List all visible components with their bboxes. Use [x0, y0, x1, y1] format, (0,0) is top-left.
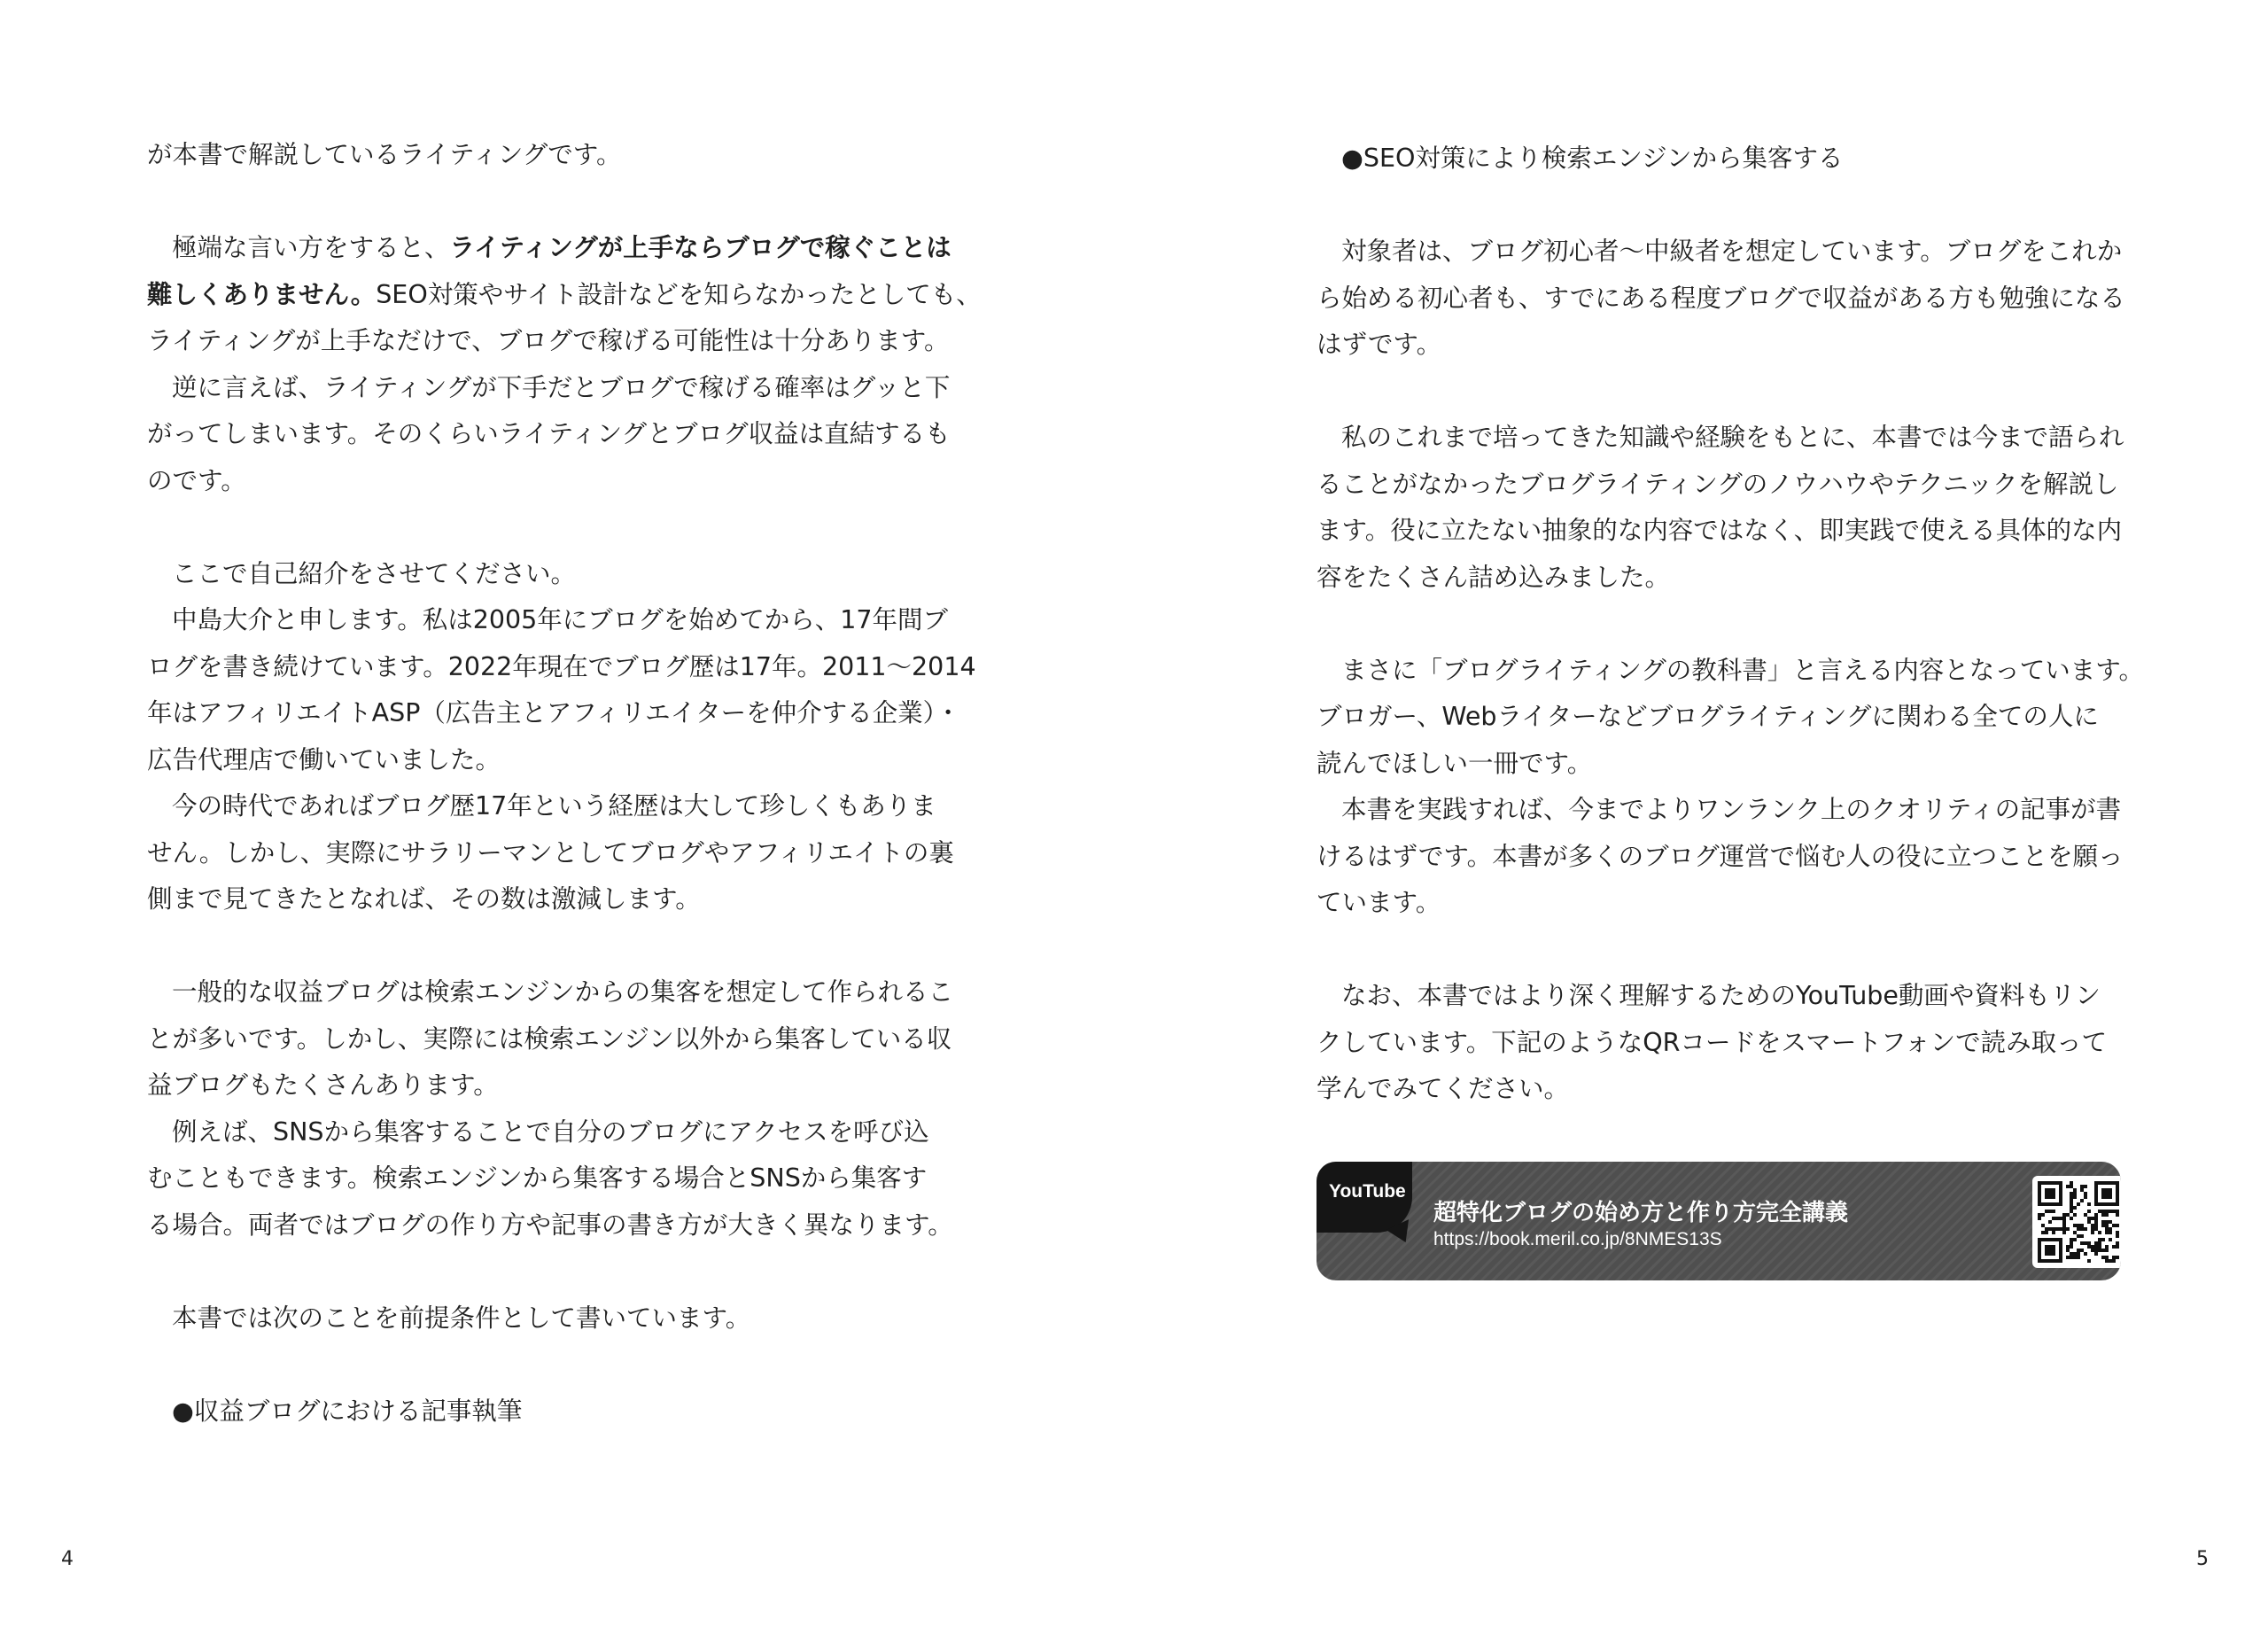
- qr-module: [2070, 1256, 2073, 1259]
- body-text: 一般的な収益ブログは検索エンジンからの集客を想定して作られるこ: [172, 977, 954, 1007]
- qr-module: [2077, 1227, 2080, 1231]
- text-line: [147, 597, 962, 644]
- qr-module: [2101, 1249, 2105, 1252]
- body-text: ら始める初心者も、すでにある程度ブログで収益がある方も勉強になる: [1317, 283, 2125, 313]
- qr-module: [2080, 1185, 2084, 1188]
- qr-module: [2091, 1224, 2094, 1227]
- text-line: [147, 737, 962, 784]
- text-line: [1317, 880, 2132, 927]
- qr-module: [2045, 1210, 2048, 1213]
- qr-module: [2094, 1249, 2098, 1252]
- qr-module: [2038, 1217, 2041, 1220]
- body-text: のです。: [147, 465, 246, 495]
- qr-module: [2041, 1224, 2045, 1227]
- qr-module: [2094, 1217, 2098, 1220]
- emphasis-text: ライティングが上手ならブログで稼ぐことは: [449, 233, 951, 262]
- left-body-text: [147, 132, 982, 1435]
- qr-module: [2101, 1238, 2105, 1241]
- text-line: [1317, 1020, 2132, 1067]
- qr-module: [2094, 1213, 2098, 1217]
- text-line: [147, 1062, 962, 1109]
- paragraph-spacer: [1317, 183, 2132, 230]
- right-page: [1134, 0, 2268, 1626]
- qr-module: [2105, 1224, 2109, 1227]
- qr-module: [2105, 1245, 2109, 1249]
- qr-module: [2087, 1210, 2091, 1213]
- body-text: ここで自己紹介をさせてください。: [172, 558, 577, 588]
- text-line: [1317, 973, 2132, 1020]
- body-text: 中島大介と申します。私は2005年にブログを始めてから、17年間ブ: [172, 605, 949, 634]
- video-url[interactable]: https://book.meril.co.jp/8NMES13S: [1433, 1229, 1722, 1249]
- text-line: [1317, 1066, 2132, 1113]
- body-text: 今の時代であればブログ歴17年という経歴は大して珍しくもありま: [172, 791, 936, 821]
- qr-module: [2116, 1213, 2119, 1217]
- qr-module: [2070, 1195, 2073, 1199]
- qr-module: [2073, 1206, 2077, 1210]
- page-number-right: 5: [2196, 1548, 2209, 1570]
- text-line: [1317, 787, 2132, 834]
- body-text: 例えば、SNSから集客することで自分のブログにアクセスを呼び込: [172, 1116, 929, 1147]
- qr-module: [2062, 1217, 2066, 1220]
- paragraph-spacer: [1317, 927, 2132, 974]
- qr-module: [2094, 1220, 2098, 1224]
- qr-module: [2077, 1234, 2080, 1238]
- paragraph-spacer: [1317, 369, 2132, 416]
- qr-module: [2066, 1245, 2070, 1249]
- text-line: [147, 272, 982, 319]
- body-text: ●SEO対策により検索エンジンから集客する: [1341, 144, 1844, 173]
- qr-code-icon: [2032, 1176, 2121, 1268]
- paragraph-spacer: [147, 923, 962, 970]
- qr-module: [2059, 1217, 2062, 1220]
- qr-module: [2073, 1231, 2077, 1234]
- qr-module: [2112, 1256, 2116, 1259]
- qr-module: [2073, 1224, 2077, 1227]
- text-line: [1317, 555, 2132, 602]
- qr-module: [2048, 1210, 2052, 1213]
- page-number-left: 4: [61, 1548, 74, 1570]
- text-line: [147, 830, 962, 877]
- qr-module: [2098, 1231, 2101, 1234]
- qr-module: [2105, 1231, 2109, 1234]
- body-text: SEO対策やサイト設計などを知らなかったとしても、: [376, 279, 982, 309]
- qr-module: [2091, 1249, 2094, 1252]
- qr-module: [2087, 1202, 2091, 1206]
- body-text: 本書では次のことを前提条件として書いています。: [172, 1303, 751, 1333]
- youtube-badge-label: YouTube: [1329, 1181, 1406, 1202]
- qr-module: [2070, 1217, 2073, 1220]
- qr-module: [2070, 1202, 2073, 1206]
- qr-module: [2098, 1245, 2101, 1249]
- qr-module: [2045, 1227, 2048, 1231]
- qr-code-graphic: [2038, 1181, 2119, 1263]
- qr-module: [2084, 1252, 2087, 1256]
- qr-module: [2084, 1241, 2087, 1245]
- qr-module: [2087, 1217, 2091, 1220]
- qr-module: [2052, 1217, 2055, 1220]
- text-line: [1317, 834, 2132, 881]
- qr-module: [2062, 1227, 2066, 1231]
- qr-module: [2101, 1220, 2105, 1224]
- qr-module: [2041, 1213, 2045, 1217]
- text-line: [1317, 694, 2132, 741]
- qr-module: [2087, 1241, 2091, 1245]
- qr-module: [2098, 1238, 2101, 1241]
- body-text: ●収益ブログにおける記事執筆: [172, 1396, 523, 1426]
- qr-module: [2080, 1199, 2084, 1202]
- qr-module: [2116, 1234, 2119, 1238]
- qr-module: [2070, 1192, 2073, 1195]
- qr-module: [2116, 1245, 2119, 1249]
- qr-module: [2112, 1259, 2116, 1263]
- text-line: [147, 1016, 962, 1063]
- qr-module: [2105, 1256, 2109, 1259]
- qr-module: [2094, 1241, 2098, 1245]
- body-text: はずです。: [1317, 330, 1442, 359]
- emphasis-text: 難しくありません。: [147, 279, 377, 309]
- qr-module: [2070, 1238, 2073, 1241]
- text-line: [147, 225, 962, 272]
- body-text: 側まで見てきたとなれば、その数は激減します。: [147, 884, 701, 914]
- qr-module: [2084, 1195, 2087, 1199]
- qr-module: [2062, 1220, 2066, 1224]
- qr-module: [2052, 1227, 2055, 1231]
- body-text: 私のこれまで培ってきた知識や経験をもとに、本書では今まで語られ: [1341, 423, 2124, 452]
- paragraph-spacer: [1317, 601, 2132, 648]
- qr-module: [2094, 1224, 2098, 1227]
- qr-module: [2073, 1238, 2077, 1241]
- qr-module: [2109, 1227, 2112, 1231]
- text-line: [147, 969, 962, 1016]
- paragraph-spacer: [147, 179, 962, 226]
- qr-module: [2109, 1231, 2112, 1234]
- qr-module: [2091, 1231, 2094, 1234]
- text-line: [147, 1202, 962, 1249]
- qr-module: [2066, 1185, 2070, 1188]
- qr-module: [2073, 1256, 2077, 1259]
- qr-module: [2070, 1185, 2073, 1188]
- text-line: [1317, 276, 2132, 323]
- qr-module: [2101, 1224, 2105, 1227]
- qr-module: [2101, 1210, 2105, 1213]
- qr-module: [2066, 1213, 2070, 1217]
- qr-module: [2070, 1252, 2073, 1256]
- body-text: 益ブログもたくさんあります。: [147, 1070, 499, 1100]
- paragraph-spacer: [147, 1342, 962, 1389]
- qr-module: [2105, 1213, 2109, 1217]
- body-text: 逆に言えば、ライティングが下手だとブログで稼げる確率はグッと下: [172, 372, 951, 402]
- qr-module: [2066, 1249, 2070, 1252]
- qr-module: [2052, 1210, 2055, 1213]
- qr-module: [2073, 1213, 2077, 1217]
- body-text: せん。しかし、実際にサラリーマンとしてブログやアフィリエイトの裏: [147, 837, 954, 867]
- qr-module: [2066, 1256, 2070, 1259]
- qr-module: [2098, 1210, 2101, 1213]
- qr-module: [2077, 1202, 2080, 1206]
- qr-module: [2048, 1227, 2052, 1231]
- text-line: [147, 318, 962, 365]
- qr-module: [2091, 1227, 2094, 1231]
- body-text: 学んでみてください。: [1317, 1074, 1570, 1103]
- text-line: [147, 690, 962, 737]
- qr-module: [2070, 1206, 2073, 1210]
- qr-module: [2084, 1213, 2087, 1217]
- qr-module: [2077, 1256, 2080, 1259]
- qr-module: [2105, 1220, 2109, 1224]
- qr-module: [2055, 1227, 2059, 1231]
- video-title: 超特化ブログの始め方と作り方完全講義: [1433, 1200, 1849, 1226]
- body-text: ることがなかったブログライティングのノウハウやテクニックを解説し: [1317, 469, 2119, 499]
- qr-module: [2105, 1227, 2109, 1231]
- body-text: けるはずです。本書が多くのブログ運営で悩む人の役に立つことを願っ: [1317, 841, 2124, 871]
- qr-module: [2112, 1224, 2116, 1227]
- qr-module: [2070, 1210, 2073, 1213]
- qr-module: [2098, 1249, 2101, 1252]
- text-line: [147, 1109, 962, 1156]
- qr-module: [2094, 1252, 2098, 1256]
- qr-module: [2073, 1252, 2077, 1256]
- qr-module: [2116, 1210, 2119, 1213]
- text-line: [1317, 136, 2132, 183]
- text-line: [147, 551, 962, 598]
- qr-module: [2062, 1224, 2066, 1227]
- qr-module: [2073, 1188, 2077, 1192]
- qr-module: [2077, 1249, 2080, 1252]
- qr-module: [2087, 1259, 2091, 1263]
- body-text: なお、本書ではより深く理解するためのYouTube動画や資料もリン: [1341, 981, 2101, 1010]
- text-line: [1317, 229, 2132, 276]
- qr-module: [2101, 1188, 2112, 1199]
- qr-module: [2062, 1213, 2066, 1217]
- text-line: [147, 1295, 962, 1342]
- qr-module: [2116, 1241, 2119, 1245]
- qr-module: [2077, 1224, 2080, 1227]
- qr-module: [2048, 1220, 2052, 1224]
- qr-module: [2066, 1227, 2070, 1231]
- qr-module: [2045, 1231, 2048, 1234]
- body-text: まさに「ブログライティングの教科書」と言える内容となっています。: [1341, 655, 2145, 685]
- body-text: クしています。下記のようなQRコードをスマートフォンで読み取って: [1317, 1027, 2108, 1057]
- qr-module: [2045, 1245, 2055, 1256]
- qr-module: [2080, 1249, 2084, 1252]
- qr-module: [2116, 1256, 2119, 1259]
- body-text: 本書を実践すれば、今までよりワンランク上のクオリティの記事が書: [1341, 795, 2122, 824]
- text-line: [147, 783, 962, 830]
- qr-module: [2105, 1210, 2109, 1213]
- qr-module: [2112, 1210, 2116, 1213]
- qr-module: [2084, 1192, 2087, 1195]
- qr-module: [2077, 1252, 2080, 1256]
- qr-module: [2070, 1199, 2073, 1202]
- paragraph-spacer: [147, 504, 962, 551]
- qr-module: [2045, 1188, 2055, 1199]
- qr-module: [2080, 1241, 2084, 1245]
- body-text: ブロガー、Webライターなどブログライティングに関わる全ての人に: [1317, 702, 2099, 731]
- text-line: [147, 644, 976, 691]
- text-line: [147, 411, 962, 458]
- body-text: が本書で解説しているライティングです。: [147, 140, 622, 169]
- body-text: 対象者は、ブログ初心者〜中級者を想定しています。ブログをこれか: [1341, 237, 2123, 266]
- qr-module: [2084, 1185, 2087, 1188]
- qr-module: [2101, 1213, 2105, 1217]
- body-text: ライティングが上手なだけで、ブログで稼げる可能性は十分あります。: [147, 326, 950, 355]
- body-text: ています。: [1317, 888, 1441, 917]
- qr-module: [2098, 1241, 2101, 1245]
- qr-module: [2109, 1259, 2112, 1263]
- text-line: [147, 1155, 962, 1202]
- body-text: 極端な言い方をすると、: [172, 233, 450, 262]
- qr-module: [2105, 1249, 2109, 1252]
- body-text: 読んでほしい一冊です。: [1317, 748, 1593, 778]
- qr-module: [2070, 1241, 2073, 1245]
- qr-module: [2062, 1231, 2066, 1234]
- qr-module: [2105, 1259, 2109, 1263]
- qr-module: [2059, 1227, 2062, 1231]
- qr-module: [2041, 1231, 2045, 1234]
- right-body-text: [1317, 136, 2145, 1113]
- qr-module: [2087, 1220, 2091, 1224]
- body-text: むこともできます。検索エンジンから集客する場合とSNSから集客す: [147, 1163, 928, 1193]
- qr-module: [2109, 1210, 2112, 1213]
- qr-module: [2080, 1224, 2084, 1227]
- text-line: [147, 458, 962, 505]
- qr-module: [2055, 1217, 2059, 1220]
- qr-module: [2109, 1238, 2112, 1241]
- body-text: ログを書き続けています。2022年現在でブログ歴は17年。2011〜2014: [147, 651, 976, 681]
- text-line: [147, 365, 962, 412]
- qr-module: [2070, 1245, 2073, 1249]
- qr-module: [2080, 1234, 2084, 1238]
- body-text: 広告代理店で働いていました。: [147, 744, 501, 774]
- text-line: [1317, 462, 2132, 509]
- text-line: [1317, 508, 2132, 555]
- body-text: ます。役に立たない抽象的な内容ではなく、即実践で使える具体的な内: [1317, 516, 2123, 545]
- qr-module: [2080, 1227, 2084, 1231]
- body-text: がってしまいます。そのくらいライティングとブログ収益は直結するも: [147, 419, 951, 448]
- qr-module: [2038, 1213, 2041, 1217]
- qr-module: [2109, 1220, 2112, 1224]
- body-text: とが多いです。しかし、実際には検索エンジン以外から集客している収: [147, 1023, 952, 1054]
- body-text: 容をたくさん詰め込みました。: [1317, 562, 1671, 592]
- qr-module: [2094, 1227, 2098, 1231]
- qr-module: [2087, 1245, 2091, 1249]
- qr-module: [2052, 1231, 2055, 1234]
- qr-module: [2116, 1231, 2119, 1234]
- qr-module: [2091, 1245, 2094, 1249]
- text-line: [147, 132, 962, 179]
- qr-module: [2084, 1227, 2087, 1231]
- text-line: [1317, 741, 2132, 788]
- text-line: [147, 876, 962, 923]
- paragraph-spacer: [147, 1249, 962, 1295]
- text-line: [1317, 415, 2132, 462]
- qr-module: [2073, 1192, 2077, 1195]
- qr-module: [2094, 1245, 2098, 1249]
- text-line: [147, 1389, 962, 1435]
- qr-module: [2073, 1195, 2077, 1199]
- qr-module: [2080, 1188, 2084, 1192]
- body-text: 年はアフィリエイトASP（広告主とアフィリエイターを仲介する企業）・: [147, 698, 961, 727]
- qr-module: [2116, 1224, 2119, 1227]
- qr-module: [2112, 1245, 2116, 1249]
- qr-module: [2101, 1256, 2105, 1259]
- text-line: [1317, 648, 2145, 695]
- text-line: [1317, 322, 2132, 369]
- youtube-link-banner[interactable]: [1317, 1162, 2121, 1280]
- qr-module: [2091, 1217, 2094, 1220]
- body-text: る場合。両者ではブログの作り方や記事の書き方が大きく異なります。: [147, 1210, 953, 1240]
- qr-module: [2070, 1181, 2073, 1185]
